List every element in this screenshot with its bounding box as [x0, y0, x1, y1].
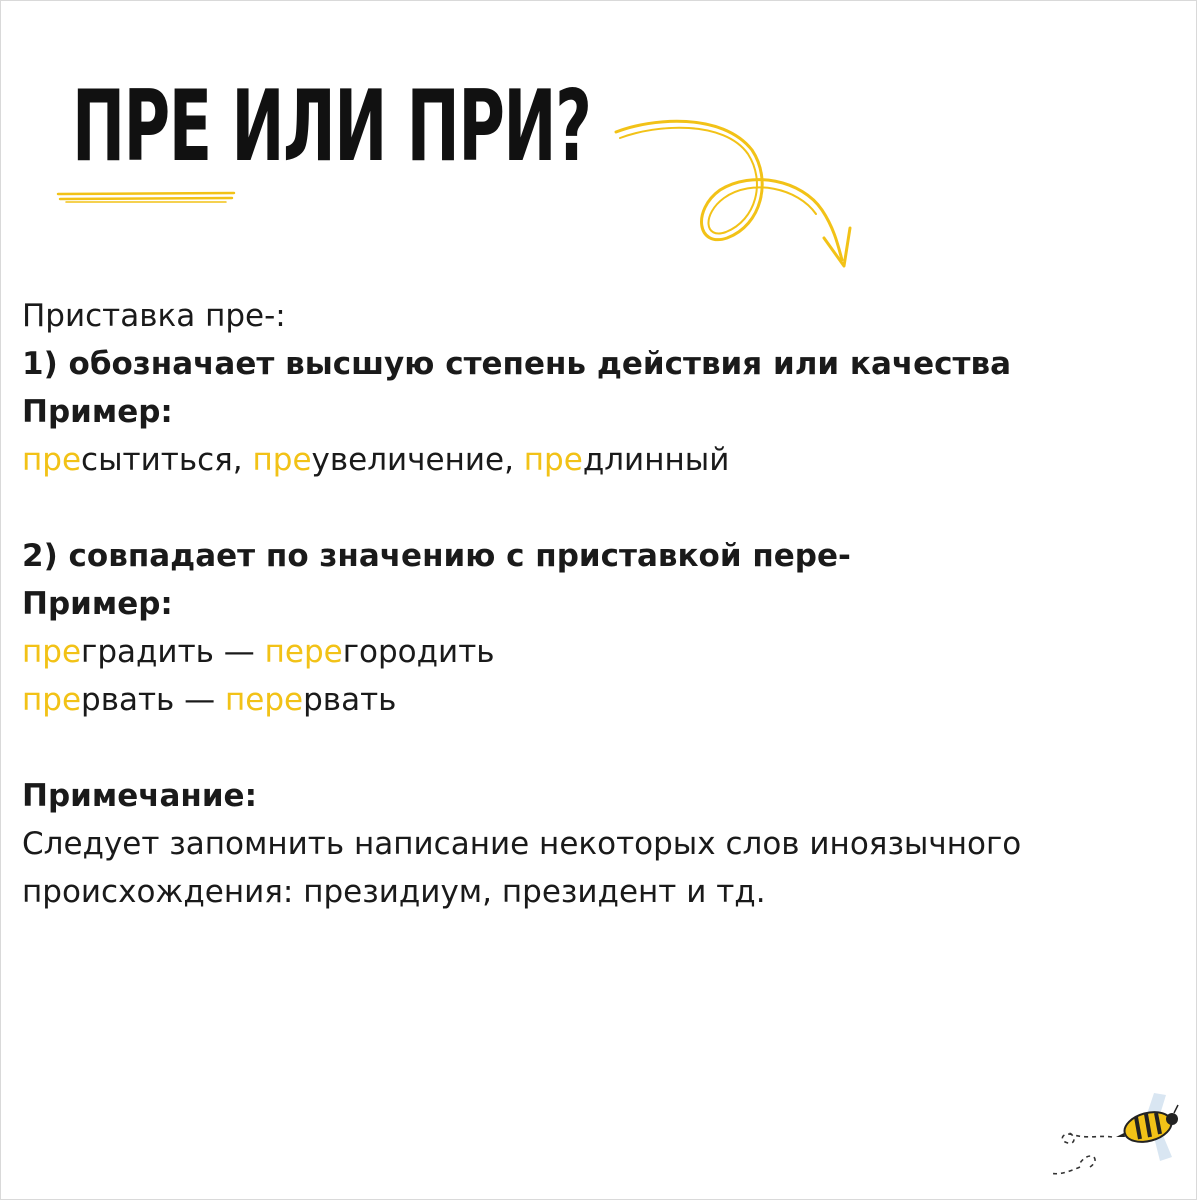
example-word: предлинный — [523, 442, 730, 478]
point-1-heading: 1) обозначает высшую степень действия или качества — [22, 346, 1012, 382]
swirl-arrow-icon — [612, 110, 862, 275]
bee-icon — [1050, 1085, 1180, 1185]
title-underline-icon — [56, 190, 236, 204]
point-1-examples — [22, 436, 1172, 484]
note-line-1: Следует запомнить написание некоторых слов иноязычного — [22, 826, 1022, 862]
point-2-heading: 2) совпадает по значению с приставкой пере- — [22, 538, 851, 574]
example-word: преувеличение, — [252, 442, 524, 478]
rules-content — [22, 292, 1172, 916]
spacer — [22, 724, 1172, 772]
example-pair: прервать — перервать — [22, 682, 397, 718]
prefix-highlight: пре — [252, 442, 312, 478]
example-word: пресытиться, — [22, 442, 253, 478]
point-2-example-label: Пример: — [22, 586, 173, 622]
prefix-highlight: пре — [22, 442, 82, 478]
note-line-2: происхождения: президиум, президент и тд. — [22, 874, 766, 910]
prefix-highlight: пре — [22, 634, 82, 670]
section-intro: Приставка пре-: — [22, 298, 286, 334]
prefix-highlight: пере — [225, 682, 304, 718]
prefix-highlight: пре — [523, 442, 583, 478]
prefix-highlight: пре — [22, 682, 82, 718]
spacer — [22, 484, 1172, 532]
prefix-highlight: пере — [264, 634, 343, 670]
example-pair: преградить — перегородить — [22, 634, 495, 670]
point-1-example-label: Пример: — [22, 394, 173, 430]
note-label: Примечание: — [22, 778, 257, 814]
page-title: ПРЕ ИЛИ ПРИ? — [72, 70, 591, 184]
